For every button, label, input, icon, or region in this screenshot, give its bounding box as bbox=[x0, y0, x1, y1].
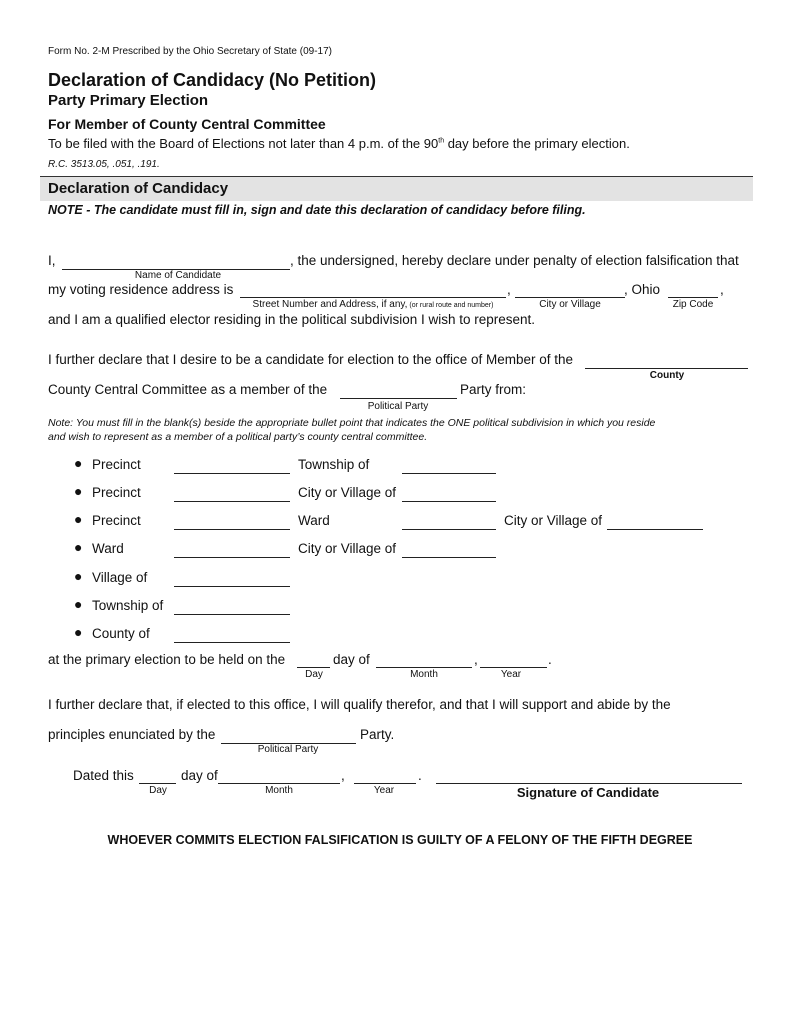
election-text: at the primary election to be held on the bbox=[48, 652, 286, 667]
text-i: I, bbox=[48, 253, 56, 268]
section-note: NOTE - The candidate must fill in, sign and date this declaration of candidacy before filing. bbox=[48, 203, 586, 217]
bullet-icon: ● bbox=[74, 568, 83, 584]
subdivision-field[interactable] bbox=[174, 473, 290, 474]
for-member-heading: For Member of County Central Committee bbox=[48, 116, 326, 132]
subtitle: Party Primary Election bbox=[48, 92, 209, 109]
subdivision-field-2[interactable] bbox=[402, 501, 496, 502]
comma: , bbox=[507, 282, 511, 297]
committee-text: County Central Committee as a member of the bbox=[48, 382, 328, 397]
elector-text: and I am a qualified elector residing in the political subdivision I wish to represent. bbox=[48, 312, 536, 327]
principles-text: principles enunciated by the bbox=[48, 727, 216, 742]
subdivision-label-2: Township of bbox=[298, 457, 370, 472]
subdivision-field[interactable] bbox=[174, 557, 290, 558]
caption-year: Year bbox=[373, 785, 395, 796]
subdivision-field-2[interactable] bbox=[402, 473, 496, 474]
dated-year-field[interactable] bbox=[354, 783, 416, 784]
qualify-text: I further declare that, if elected to this office, I will qualify therefor, and that I will support and abide by the bbox=[48, 697, 671, 712]
comma: , bbox=[341, 768, 345, 783]
felony-warning: WHOEVER COMMITS ELECTION FALSIFICATION IS GUILTY OF A FELONY OF THE FIFTH DEGREE bbox=[107, 833, 693, 847]
election-year-field[interactable] bbox=[480, 667, 547, 668]
period: . bbox=[418, 768, 422, 783]
subdivision-field[interactable] bbox=[174, 586, 290, 587]
caption-party: Political Party bbox=[367, 401, 429, 412]
form-number: Form No. 2-M Prescribed by the Ohio Secretary of State (09-17) bbox=[48, 46, 332, 57]
signature-field[interactable] bbox=[436, 783, 742, 784]
caption-month: Month bbox=[265, 785, 293, 796]
subdivision-field-3[interactable] bbox=[607, 529, 703, 530]
comma: , bbox=[720, 282, 724, 297]
zip-field[interactable] bbox=[668, 297, 718, 298]
city-field[interactable] bbox=[515, 297, 625, 298]
caption-city: City or Village bbox=[539, 299, 601, 310]
filing-instruction bbox=[48, 137, 630, 150]
declaration-text: , the undersigned, hereby declare under penalty of election falsification that bbox=[290, 253, 739, 268]
subdivision-field[interactable] bbox=[174, 642, 290, 643]
subdivision-field[interactable] bbox=[174, 529, 290, 530]
bullet-icon: ● bbox=[74, 455, 83, 471]
caption-zip: Zip Code bbox=[672, 299, 714, 310]
section-title: Declaration of Candidacy bbox=[48, 180, 229, 197]
bullet-label: Precinct bbox=[92, 513, 141, 528]
party-from-text: Party from: bbox=[460, 382, 527, 397]
dated-text: Dated this bbox=[73, 768, 134, 783]
bullet-icon: ● bbox=[74, 483, 83, 499]
ohio-text: , Ohio bbox=[624, 282, 661, 297]
bullet-label: Precinct bbox=[92, 485, 141, 500]
bullet-label: Village of bbox=[92, 570, 148, 585]
political-party-field[interactable] bbox=[340, 398, 457, 399]
caption-county: County bbox=[649, 370, 685, 381]
filing-text: To be filed with the Board of Elections not later than 4 p.m. of the 90 bbox=[48, 136, 439, 151]
subdivision-field[interactable] bbox=[174, 614, 290, 615]
address-text: my voting residence address is bbox=[48, 282, 234, 297]
bullet-label: Township of bbox=[92, 598, 164, 613]
subdivision-field[interactable] bbox=[174, 501, 290, 502]
dated-day-field[interactable] bbox=[139, 783, 176, 784]
caption-party: Political Party bbox=[257, 744, 319, 755]
subdivision-note-2: and wish to represent as a member of a political party’s county central committee. bbox=[48, 431, 428, 443]
caption-signature: Signature of Candidate bbox=[516, 785, 660, 800]
subdivision-note: Note: You must fill in the blank(s) beside the appropriate bullet point that indicates the ONE political subdivision in which you reside bbox=[48, 417, 656, 429]
caption-street bbox=[253, 300, 494, 310]
caption-year: Year bbox=[500, 669, 522, 680]
subdivision-label-2: City or Village of bbox=[298, 485, 397, 500]
caption-name: Name of Candidate bbox=[134, 270, 222, 281]
election-month-field[interactable] bbox=[376, 667, 472, 668]
page-title: Declaration of Candidacy (No Petition) bbox=[48, 70, 377, 90]
dated-month-field[interactable] bbox=[218, 783, 340, 784]
day-of-text: day of bbox=[333, 652, 370, 667]
subdivision-label-2: City or Village of bbox=[298, 541, 397, 556]
election-day-field[interactable] bbox=[297, 667, 330, 668]
bullet-label: Precinct bbox=[92, 457, 141, 472]
bullet-icon: ● bbox=[74, 596, 83, 612]
period: . bbox=[548, 652, 552, 667]
bullet-icon: ● bbox=[74, 511, 83, 527]
caption-street-text: Street Number and Address, if any, bbox=[252, 299, 408, 310]
filing-sup: th bbox=[438, 137, 445, 145]
office-text: I further declare that I desire to be a candidate for election to the office of Member of the bbox=[48, 352, 574, 367]
subdivision-label-3: City or Village of bbox=[504, 513, 603, 528]
bullet-icon: ● bbox=[74, 624, 83, 640]
filing-text-post: day before the primary election. bbox=[444, 136, 630, 151]
caption-day: Day bbox=[149, 785, 167, 796]
party-text: Party. bbox=[360, 727, 395, 742]
caption-day: Day bbox=[305, 669, 323, 680]
bullet-label: Ward bbox=[92, 541, 124, 556]
street-address-field[interactable] bbox=[240, 297, 506, 298]
caption-street-small: (or rural route and number) bbox=[407, 302, 494, 309]
bullet-icon: ● bbox=[74, 539, 83, 555]
comma: , bbox=[474, 652, 478, 667]
revised-code: R.C. 3513.05, .051, .191. bbox=[48, 159, 160, 170]
county-field[interactable] bbox=[585, 368, 748, 369]
subdivision-label-2: Ward bbox=[298, 513, 330, 528]
bullet-label: County of bbox=[92, 626, 150, 641]
day-of-text: day of bbox=[181, 768, 218, 783]
caption-month: Month bbox=[410, 669, 438, 680]
subdivision-field-2[interactable] bbox=[402, 529, 496, 530]
subdivision-field-2[interactable] bbox=[402, 557, 496, 558]
